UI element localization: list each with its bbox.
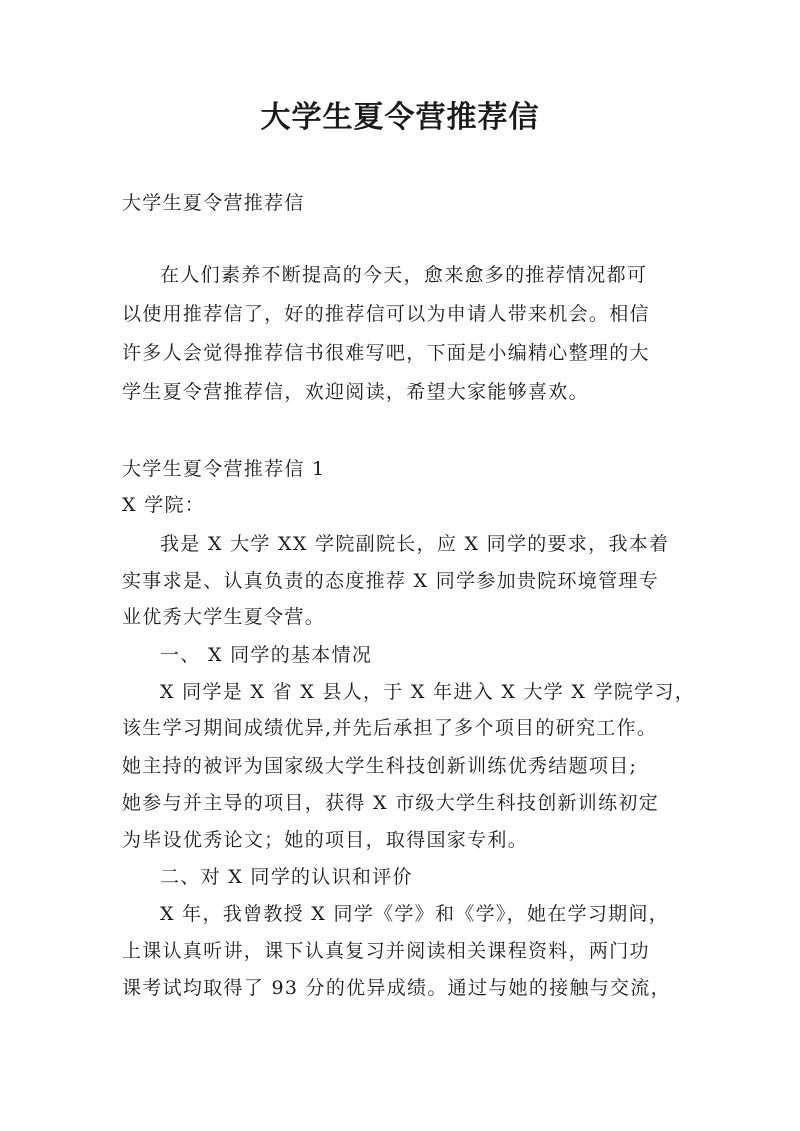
paragraph-line: 实事求是、认真负责的态度推荐 X 同学参加贵院环境管理专 [122,570,660,592]
paragraph-line: 课考试均取得了 93 分的优异成绩。通过与她的接触与交流， [122,977,671,999]
paragraph-line: X 年，我曾教授 X 同学《学》和《学》，她在学习期间， [160,903,670,925]
section-heading: 一、 X 同学的基本情况 [160,644,373,666]
paragraph-line: 业优秀大学生夏令营。 [122,606,326,628]
section-heading: 二、对 X 同学的认识和评价 [160,866,413,888]
paragraph-line: 上课认真听讲，课下认真复习并阅读相关课程资料，两门功 [122,940,650,962]
paragraph-line: 她主持的被评为国家级大学生科技创新训练优秀结题项目; [122,755,638,777]
paragraph-line: 我是 X 大学 XX 学院副院长，应 X 同学的要求，我本着 [160,533,670,555]
intro-line: 在人们素养不断提高的今天，愈来愈多的推荐情况都可 [160,264,648,286]
paragraph-line: 她参与并主导的项目，获得 X 市级大学生科技创新训练初定 [122,792,660,814]
letter-heading: 大学生夏令营推荐信 1 [122,458,326,480]
document-subtitle: 大学生夏令营推荐信 [122,192,305,214]
intro-line: 许多人会觉得推荐信书很难写吧，下面是小编精心整理的大 [122,342,650,364]
document-title: 大学生夏令营推荐信 [260,100,540,135]
paragraph-line: 该生学习期间成绩优异,并先后承担了多个项目的研究工作。 [122,717,658,739]
salutation: X 学院： [122,494,206,516]
intro-line: 以使用推荐信了，好的推荐信可以为申请人带来机会。相信 [122,303,650,325]
paragraph-line: X 同学是 X 省 X 县人，于 X 年进入 X 大学 X 学院学习， [160,681,696,703]
intro-line: 学生夏令营推荐信，欢迎阅读，希望大家能够喜欢。 [122,381,589,403]
paragraph-line: 为毕设优秀论文；她的项目，取得国家专利。 [122,829,529,851]
